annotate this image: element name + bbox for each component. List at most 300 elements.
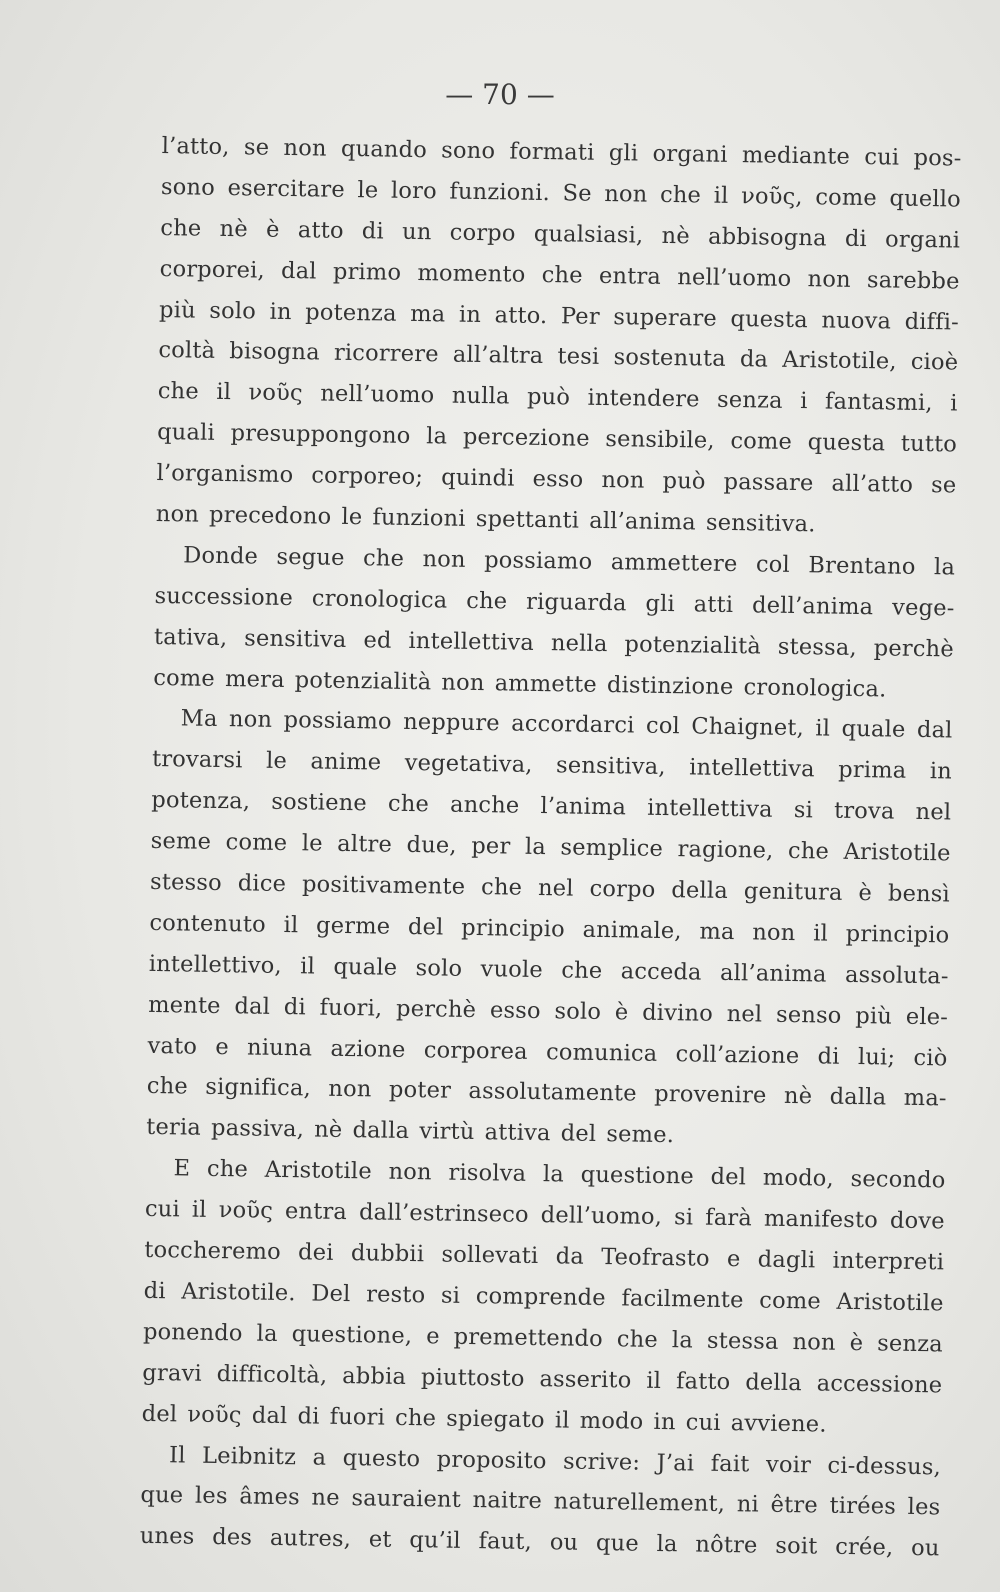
word: si — [440, 1282, 461, 1309]
word: intellettiva — [408, 627, 535, 656]
word: diffi- — [904, 308, 960, 336]
word: lui; — [857, 1043, 896, 1071]
word: fuori, — [319, 994, 383, 1022]
word: principio — [845, 920, 950, 949]
word: voir — [765, 1451, 812, 1478]
word: superare — [613, 303, 718, 332]
word: non — [792, 1328, 836, 1356]
word: che — [787, 838, 830, 865]
word: di — [361, 217, 385, 245]
word: fait — [710, 1450, 750, 1477]
page-number: — 70 — — [445, 78, 555, 111]
word: successione — [154, 582, 294, 611]
word: all’altra — [452, 342, 544, 370]
word: premettendo — [453, 1323, 604, 1352]
word: tesi — [557, 343, 600, 371]
word: dei — [297, 1239, 334, 1266]
word: accessione — [816, 1370, 943, 1399]
word: sensitiva. — [705, 509, 816, 538]
word: pos- — [913, 144, 962, 172]
word: esso — [532, 465, 584, 493]
word: principio — [461, 914, 566, 943]
word: non — [155, 500, 200, 528]
word: non — [328, 1076, 372, 1103]
word: che — [362, 545, 405, 572]
word: quello — [889, 185, 962, 213]
word: asserito — [539, 1365, 632, 1394]
word: qualsiasi, — [533, 220, 644, 249]
word: ne — [311, 1484, 340, 1512]
word: in — [653, 1408, 676, 1435]
word: nel — [726, 1000, 763, 1028]
word: et — [368, 1526, 392, 1554]
word: dal — [916, 717, 953, 744]
word: atto — [297, 216, 344, 244]
word: dell’anima — [751, 592, 874, 621]
word: di — [143, 1277, 166, 1305]
word: cui — [864, 144, 900, 171]
word: nè — [314, 1116, 343, 1144]
word: farà — [705, 1204, 753, 1232]
word: prima — [838, 757, 907, 785]
word: all’anima — [719, 959, 827, 988]
word: significa, — [205, 1074, 312, 1102]
word: col — [645, 713, 681, 740]
word: crée, — [835, 1534, 894, 1561]
word: il — [283, 911, 299, 939]
word: risolva — [448, 1159, 527, 1188]
word: dal — [251, 1402, 288, 1429]
word: possiamo — [283, 707, 392, 736]
word: presuppongono — [230, 420, 411, 450]
word: resto — [365, 1281, 426, 1309]
word: passiva, — [210, 1115, 305, 1143]
word: assolutamente — [468, 1078, 637, 1108]
word: possiamo — [483, 547, 593, 575]
word: ricorrere — [333, 340, 439, 368]
word: i — [949, 390, 958, 417]
word: sono — [160, 173, 216, 201]
word: ma — [699, 918, 735, 946]
word: manifesto — [763, 1205, 879, 1234]
word: atti — [693, 591, 734, 618]
word: Per — [560, 302, 600, 330]
word: senza — [716, 387, 783, 415]
word: azione — [330, 1035, 406, 1063]
word: non — [604, 180, 648, 208]
word: come — [225, 829, 288, 857]
word: cronologica. — [743, 673, 887, 703]
word: Teofrasto — [600, 1244, 710, 1272]
word: formati — [509, 138, 595, 166]
word: nella — [550, 629, 608, 657]
word: nel — [537, 875, 574, 902]
word: solo — [415, 954, 463, 982]
word: cui — [685, 1408, 721, 1436]
word: difficoltà, — [216, 1360, 328, 1389]
word: positivamente — [301, 871, 466, 900]
word: unes — [139, 1523, 195, 1550]
word: gli — [608, 140, 639, 167]
word: altre — [337, 830, 393, 858]
word: che — [541, 261, 583, 289]
word: modo, — [762, 1164, 835, 1192]
word: provenire — [654, 1081, 767, 1110]
word: senso — [775, 1001, 842, 1029]
word: è — [858, 880, 873, 907]
word: des — [212, 1524, 253, 1551]
word: toccheremo — [144, 1236, 282, 1266]
word: all’atto — [831, 470, 914, 498]
word: come — [153, 664, 216, 692]
word: vegetativa, — [404, 750, 533, 779]
word: teria — [146, 1114, 202, 1142]
word: ammette — [494, 669, 598, 698]
word: νοῦς — [187, 1401, 242, 1429]
word: qu’il — [409, 1527, 462, 1555]
word: animale, — [582, 916, 682, 945]
word: les — [907, 1494, 941, 1521]
word: intendere — [587, 385, 700, 413]
word: che — [659, 181, 702, 209]
word: loro — [390, 177, 438, 205]
word: tutto — [900, 430, 958, 458]
word: dall’estrinseco — [358, 1199, 529, 1229]
word: ou — [910, 1535, 940, 1562]
word: autres, — [269, 1525, 352, 1553]
word: del — [141, 1400, 178, 1428]
word: che — [146, 1073, 189, 1101]
word: νοῦς — [248, 379, 304, 407]
word: questa — [807, 429, 886, 457]
word: être — [770, 1492, 819, 1519]
word: non — [422, 546, 466, 573]
word: il — [815, 715, 831, 743]
word: naitre — [472, 1487, 543, 1515]
word: seme. — [606, 1121, 675, 1149]
word: mediante — [741, 142, 851, 170]
word: e — [726, 1246, 741, 1273]
word: ma — [410, 300, 446, 328]
word: la — [656, 1531, 678, 1558]
word: sensitiva, — [555, 752, 666, 781]
word: mente — [147, 991, 221, 1019]
word: Aristotile — [843, 838, 951, 867]
word: proposito — [436, 1445, 547, 1474]
word: attiva — [484, 1119, 551, 1147]
word: senza — [877, 1330, 944, 1358]
word: nè — [219, 215, 249, 243]
word: sarebbe — [866, 266, 960, 295]
word: cui — [144, 1196, 181, 1223]
word: non — [283, 134, 327, 162]
word: il — [713, 182, 729, 209]
word: nell’uomo — [677, 263, 792, 292]
word: quale — [841, 716, 906, 744]
word: del — [407, 913, 444, 941]
word: se — [930, 472, 957, 499]
word: potenza, — [151, 787, 251, 815]
word: genitura — [743, 878, 843, 906]
word: niuna — [246, 1034, 313, 1062]
word: sono — [441, 137, 496, 165]
word: abbisogna — [707, 223, 827, 252]
word: non — [601, 467, 645, 494]
word: poter — [388, 1077, 452, 1105]
word: è — [849, 1329, 864, 1356]
word: quando — [340, 135, 428, 164]
word: col — [755, 551, 791, 578]
word: la — [426, 423, 448, 450]
word: del — [710, 1164, 747, 1191]
word: nôtre — [695, 1531, 758, 1559]
word: è — [265, 216, 280, 243]
word: acceda — [620, 958, 702, 986]
word: sensitiva — [244, 625, 347, 653]
word: non — [388, 1158, 432, 1186]
word: si — [793, 797, 814, 824]
word: corpo — [449, 219, 516, 247]
word: più — [158, 296, 197, 324]
word: la — [671, 1326, 694, 1354]
word: e — [425, 1323, 440, 1350]
word: entra — [598, 262, 662, 290]
word: da — [555, 1243, 585, 1270]
word: ciò — [913, 1044, 948, 1072]
word: di — [844, 225, 868, 252]
word: di — [297, 1402, 320, 1430]
word: piuttosto — [420, 1363, 525, 1392]
word: cronologica — [311, 585, 448, 614]
word: è — [614, 998, 629, 1026]
word: intellettiva — [647, 794, 773, 823]
word: stessa — [706, 1327, 779, 1355]
word: potenzialità — [294, 666, 432, 695]
word: E — [173, 1155, 191, 1182]
word: corporea — [423, 1036, 529, 1065]
word: come — [730, 428, 793, 456]
word: cioè — [910, 349, 959, 376]
word: solo — [554, 997, 602, 1025]
word: segue — [276, 543, 345, 571]
word: que — [140, 1482, 184, 1509]
word: dove — [889, 1207, 945, 1235]
word: questa — [730, 305, 809, 333]
word: germe — [315, 912, 391, 940]
word: dal — [234, 992, 271, 1020]
word: modo — [579, 1407, 644, 1435]
word: della — [745, 1369, 803, 1396]
word: organi — [884, 226, 961, 254]
word: l’organismo — [156, 460, 294, 489]
word: soit — [775, 1533, 818, 1560]
word: solo — [209, 297, 257, 325]
word: non — [228, 706, 273, 734]
word: come — [759, 1287, 822, 1315]
word: corporei, — [159, 255, 266, 284]
word: questione, — [291, 1321, 413, 1349]
word: comunica — [545, 1038, 658, 1067]
word: vato — [147, 1032, 198, 1060]
word: le — [341, 503, 363, 531]
word: accordarci — [511, 711, 635, 739]
word: trovarsi — [151, 746, 243, 774]
word: che — [466, 587, 508, 615]
word: da — [739, 346, 769, 374]
word: ci-dessus, — [827, 1452, 942, 1480]
word: distinzione — [606, 671, 734, 700]
word: ou — [549, 1529, 579, 1556]
word: della — [671, 877, 729, 905]
word: può — [662, 468, 706, 495]
word: intellettiva — [689, 754, 815, 783]
word: dalla — [352, 1117, 410, 1145]
word: mera — [224, 665, 285, 693]
word: non — [441, 669, 485, 696]
word: Aristotile — [836, 1288, 944, 1317]
word: fuori — [329, 1403, 386, 1431]
word: che — [561, 957, 603, 984]
word: dalla — [829, 1084, 887, 1111]
word: la — [256, 1320, 278, 1347]
word: il — [216, 379, 232, 406]
word: secondo — [850, 1166, 946, 1194]
word: in — [269, 298, 292, 325]
word: sostenuta — [613, 344, 726, 373]
word: coltà — [158, 337, 216, 365]
word: Del — [311, 1280, 351, 1308]
word: ammettere — [610, 549, 738, 577]
word: assoluta- — [844, 961, 949, 990]
word: precedono — [208, 501, 332, 530]
word: ponendo — [142, 1318, 243, 1347]
word: più — [855, 1002, 893, 1030]
word: che — [616, 1326, 659, 1353]
word: Leibnitz — [201, 1442, 297, 1470]
word: nel — [915, 799, 952, 826]
word: perchè — [873, 634, 955, 663]
word: questione — [580, 1161, 695, 1190]
word: potenzialità — [624, 631, 762, 660]
word: nell’uomo — [320, 380, 435, 409]
word: abbia — [342, 1362, 407, 1390]
word: il — [300, 953, 316, 980]
word: potenza — [305, 298, 397, 327]
word: se — [243, 134, 270, 161]
word: comprende — [475, 1283, 606, 1312]
word: stesso — [149, 868, 223, 897]
word: fatto — [675, 1367, 731, 1395]
word: J’ai — [656, 1449, 695, 1477]
word: l’atto, — [161, 132, 230, 161]
word: Chaignet, — [691, 713, 805, 742]
word: seme — [150, 828, 212, 855]
word: anime — [310, 748, 382, 776]
word: un — [401, 218, 432, 246]
word: all’anima — [589, 507, 697, 536]
word: la — [542, 1161, 565, 1188]
word: che — [157, 378, 200, 405]
word: sauraient — [351, 1485, 462, 1514]
word: neppure — [403, 709, 500, 737]
word: quindi — [441, 464, 515, 492]
word: quali — [156, 419, 216, 447]
word: fantasmi, — [824, 388, 933, 417]
word: passare — [723, 468, 814, 497]
word: il — [813, 920, 829, 947]
word: che — [206, 1156, 249, 1183]
word: nulla — [451, 382, 510, 410]
word: nè — [661, 222, 691, 250]
word: atto. — [494, 301, 548, 329]
word: funzioni — [372, 504, 466, 532]
word: sollevati — [441, 1241, 539, 1270]
word: i — [799, 388, 808, 415]
word: gravi — [142, 1359, 203, 1387]
word: come — [815, 184, 878, 212]
word: ele- — [905, 1003, 949, 1031]
word: dagli — [757, 1246, 816, 1274]
word: per — [471, 833, 511, 860]
word: primo — [332, 258, 402, 286]
word: Aristotile. — [181, 1278, 296, 1307]
word: faut, — [478, 1528, 533, 1556]
word: facilmente — [621, 1285, 744, 1314]
word: contenuto — [149, 909, 267, 938]
word: sostiene — [271, 789, 368, 817]
word: semplice — [560, 834, 664, 863]
word: Donde — [183, 542, 259, 570]
word: ed — [363, 626, 392, 654]
word: può — [526, 384, 571, 411]
word: il — [554, 1406, 570, 1434]
word: di — [283, 993, 307, 1021]
word: Brentano — [808, 552, 916, 580]
word: riguarda — [525, 588, 627, 617]
word: ragione, — [677, 836, 774, 864]
word: e — [215, 1033, 230, 1060]
word: intellettivo, — [148, 950, 283, 979]
word: virtù — [419, 1118, 475, 1146]
word: dal — [280, 257, 317, 285]
word: di — [817, 1043, 840, 1070]
word: due, — [406, 832, 457, 859]
word: divino — [641, 999, 714, 1027]
word: scrive: — [562, 1447, 641, 1476]
word: le — [265, 748, 288, 775]
word: momento — [417, 259, 526, 288]
word: Ma — [180, 705, 218, 733]
word: tirées — [829, 1493, 897, 1521]
word: âmes — [239, 1483, 301, 1511]
word: naturellement, — [553, 1488, 726, 1518]
word: entra — [284, 1198, 348, 1226]
word: il — [191, 1196, 207, 1223]
word: non — [752, 919, 796, 946]
word: les — [194, 1483, 228, 1510]
word: a — [312, 1444, 327, 1471]
word: le — [357, 176, 379, 204]
word: Aristotile, — [782, 347, 897, 376]
word: che — [394, 1404, 437, 1432]
body-text — [140, 126, 962, 1570]
word: stessa, — [777, 633, 858, 661]
word: quale — [333, 953, 398, 981]
word: la — [524, 833, 547, 861]
word: che — [160, 214, 202, 242]
word: Se — [562, 180, 592, 207]
word: coll’azione — [675, 1040, 800, 1069]
